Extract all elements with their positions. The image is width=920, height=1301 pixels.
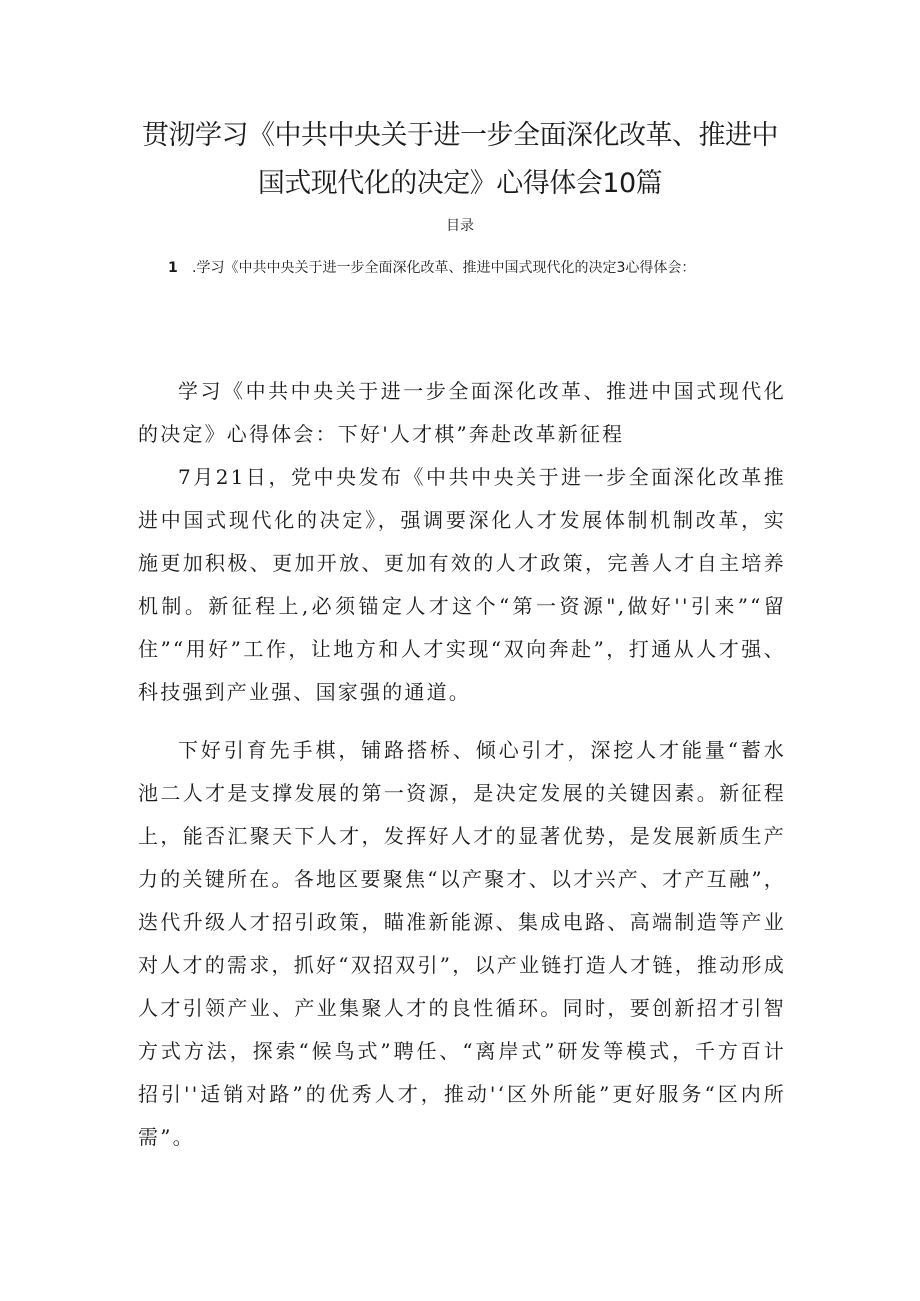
article-heading-paragraph: 学习《中共中央关于进一步全面深化改革、推进中国式现代化的决定》心得体会：下好'人才棋”奔赴改革新征程 [138,379,786,446]
document-title [0,112,920,208]
article-body [138,370,786,1159]
title-line-1: 贯沏学习《中共中央关于进一步全面深化改革、推进中 [142,120,778,151]
body-paragraph: 7月21日，党中央发布《中共中央关于进一步全面深化改革推进中国式现代化的决定》，强调要深化人才发展体制机制改革，实施更加积极、更加开放、更加有效的人才政策，完善人才自主培养机制。新征程上,必须锚定人才这个“第一资源",做好''引来”“留住”“用好”工作，让地方和人才实现“双向奔赴”，打通从人才强、科技强到产业强、国家强的通道。 [138,465,786,704]
toc-heading: 目录 [446,218,474,234]
toc-item-text: .学习《中共中央关于进一步全面深化改革、推进中国式现代化的决定3心得体会： [192,260,696,276]
toc-item-number: 1 [168,260,178,276]
toc-item[interactable] [168,258,788,278]
title-line-2: 国式现代化的决定》心得体会10篇 [257,168,663,199]
body-paragraph: 下好引育先手棋，铺路搭桥、倾心引才，深挖人才能量“蓄水池二人才是支撑发展的第一资源，是决定发展的关键因素。新征程上，能否汇聚天下人才，发挥好人才的显著优势，是发展新质生产力的关键所在。各地区要聚焦“以产聚才、以才兴产、才产互融”，迭代升级人才招引政策，瞄准新能源、集成电路、高端制造等产业对人才的需求，抓好“双招双引”，以产业链打造人才链，推动形成人才引领产业、产业集聚人才的良性循环。同时，要创新招才引智方式方法，探索“候鸟式”聘任、“离岸式”研发等模式，千方百计招引''适销对路”的优秀人才，推动'‘区外所能”更好服务“区内所需”。 [138,738,786,1149]
